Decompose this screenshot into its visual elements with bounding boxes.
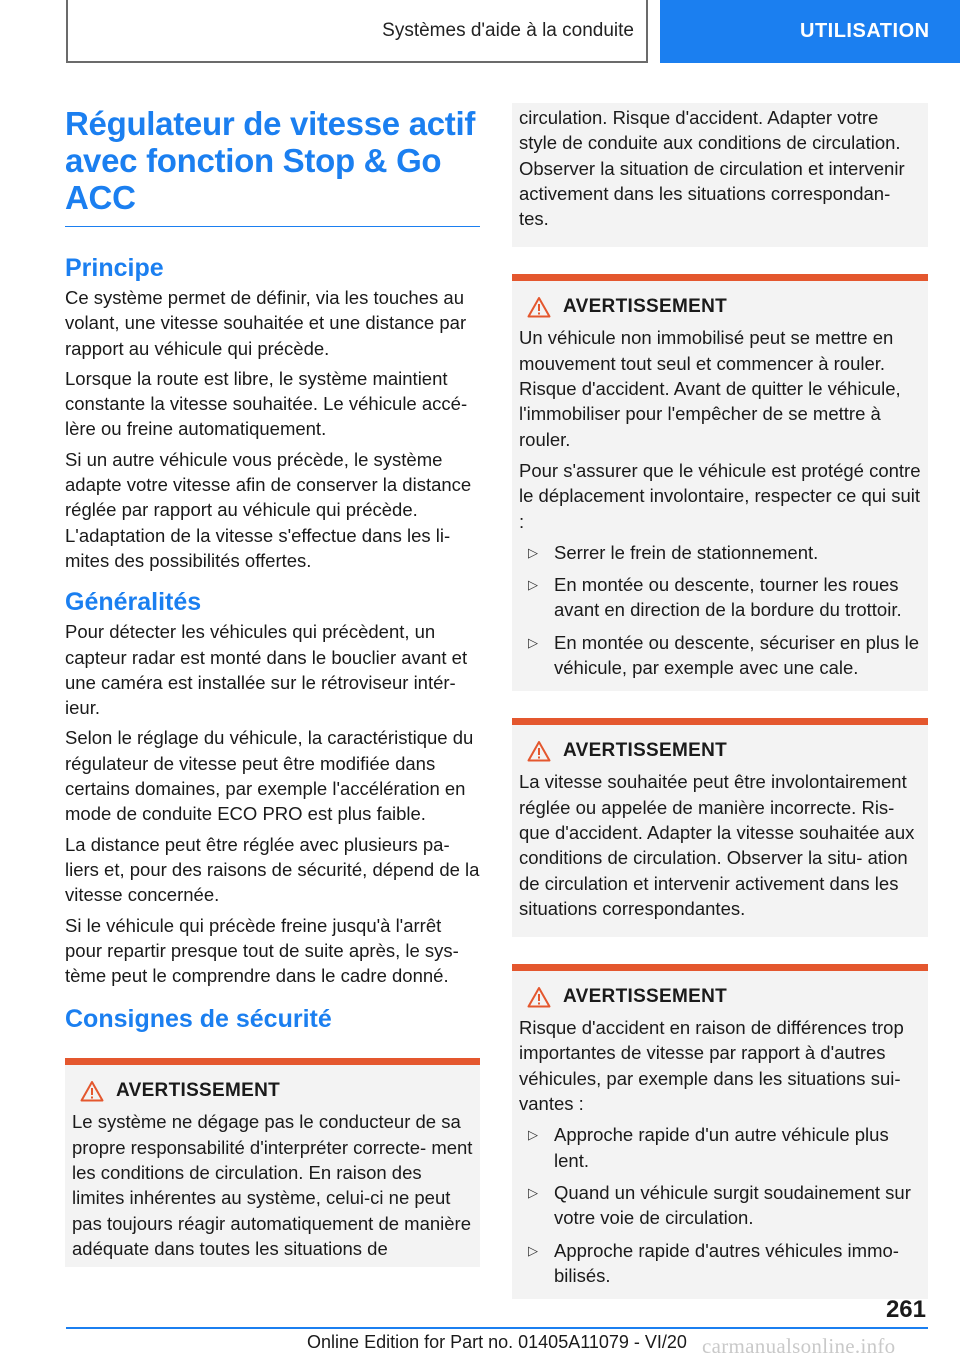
list-item: ▷ Approche rapide d'un autre véhicule plus lent. (528, 1124, 889, 1171)
triangle-right-bullet-icon: ▷ (528, 1242, 538, 1258)
triangle-right-bullet-icon: ▷ (528, 577, 538, 593)
warning-box-3 (512, 718, 928, 937)
chapter-tab (660, 0, 960, 63)
right-column (512, 103, 928, 1299)
warning-text: La vitesse souhaitée peut être involontairement réglée ou appelée de manière incorrecte. Ris- que d'accident. Adapter la vitesse souhaitée aux conditions de circulation. Observer la situ- ation de circulation et intervenir activement dans les situations correspondantes. (519, 771, 915, 919)
paragraph: Ce système permet de définir, via les touches au volant, une vitesse souhaitée et une distance par rapport au véhicule qui précède. (65, 287, 467, 359)
warning-triangle-icon (527, 740, 551, 762)
warning-triangle-icon (80, 1080, 104, 1102)
warning-triangle-icon (527, 986, 551, 1008)
page-title: Régulateur de vitesse actif avec fonction Stop & Go ACC (65, 105, 480, 227)
page-number: 261 (885, 1296, 926, 1323)
heading-consignes: Consignes de sécurité (65, 1005, 332, 1034)
warning-title: AVERTISSEMENT (116, 1080, 281, 1102)
heading-generalites: Généralités (65, 588, 202, 617)
warning-list (519, 1122, 921, 1288)
warning-box-1 (65, 1058, 480, 1267)
paragraph: Pour détecter les véhicules qui précèdent, un capteur radar est monté dans le bouclier avant et une caméra est installée sur le rétroviseur intér- ieur. (65, 621, 468, 719)
paragraph: Si le véhicule qui précède freine jusqu'à l'arrêt pour repartir presque tout de suite après, le sys- tème peut le comprendre dans le cadre donné. (65, 914, 459, 987)
list-item: ▷ Approche rapide d'autres véhicules immo- bilisés. (528, 1239, 899, 1286)
warning-text: Risque d'accident en raison de différences trop importantes de vitesse par rapport à d'autres véhicules, par exemple dans les situations sui- vantes : (519, 1017, 904, 1115)
footer-divider (66, 1327, 928, 1329)
warning-title: AVERTISSEMENT (563, 296, 728, 318)
warning-box-4 (512, 964, 928, 1299)
triangle-right-bullet-icon: ▷ (528, 1184, 538, 1200)
watermark: carmanualsonline.info (702, 1334, 896, 1358)
triangle-right-bullet-icon: ▷ (528, 1127, 538, 1143)
paragraph: Lorsque la route est libre, le système maintient constante la vitesse souhaitée. Le véhicule accé- lère ou freine automatiquement. (65, 367, 468, 440)
warning-text: Le système ne dégage pas le conducteur de sa propre responsabilité d'interpréter correcte- ment les conditions de circulation. En raison des limites inhérentes au système, celui-ci ne peut pas toujours réagir automatiquement de manière adéquate dans toutes les situations de (72, 1111, 473, 1259)
paragraph: La distance peut être réglée avec plusieurs pa- liers et, pour des raisons de sécurité, dépend de la vitesse concernée. (65, 833, 480, 906)
list-item: ▷ Quand un véhicule surgit soudainement sur votre voie de circulation. (528, 1181, 911, 1229)
warning-triangle-icon (527, 296, 551, 318)
warning-box-1-continued (512, 103, 928, 247)
left-column (65, 105, 480, 1267)
warning-box-2 (512, 274, 928, 691)
warning-text: Un véhicule non immobilisé peut se mettre en mouvement tout seul et commencer à rouler. Risque d'accident. Avant de quitter le véhicule, l'immobiliser pour l'empêcher de se mettre à rouler. (519, 327, 901, 450)
warning-title: AVERTISSEMENT (563, 740, 728, 762)
triangle-right-bullet-icon: ▷ (528, 544, 538, 560)
list-item: ▷ Serrer le frein de stationnement. (519, 540, 921, 565)
section-title: Systèmes d'aide à la conduite (382, 19, 634, 41)
heading-principe: Principe (65, 254, 164, 282)
list-item: ▷ En montée ou descente, sécuriser en plus le véhicule, par exemple avec une cale. (528, 631, 920, 679)
warning-list (519, 540, 921, 680)
warning-text-continued: circulation. Risque d'accident. Adapter votre style de conduite aux conditions de circulation. Observer la situation de circulation et intervenir activement dans les situations correspondan- tes. (519, 107, 905, 230)
running-header-section (66, 0, 648, 63)
warning-text: Pour s'assurer que le véhicule est protégé contre le déplacement involontaire, respecter ce qui suit : (519, 459, 921, 532)
paragraph: Selon le réglage du véhicule, la caractéristique du régulateur de vitesse peut être modifiée dans certains domaines, par exemple l'accélération en mode de conduite ECO PRO est plus faible. (65, 727, 474, 825)
chapter-title: UTILISATION (800, 20, 930, 42)
paragraph: Si un autre véhicule vous précède, le système adapte votre vitesse afin de conserver la distance réglée par rapport au véhicule qui précède. L'adaptation de la vitesse s'effectue dans les li- mites des possibilités offertes. (65, 448, 472, 571)
triangle-right-bullet-icon: ▷ (528, 634, 538, 650)
list-item: ▷ En montée ou descente, tourner les roues avant en direction de la bordure du trottoir. (528, 574, 902, 621)
warning-title: AVERTISSEMENT (563, 986, 728, 1008)
footer-edition: Online Edition for Part no. 01405A11079 - VI/20 (307, 1332, 687, 1352)
